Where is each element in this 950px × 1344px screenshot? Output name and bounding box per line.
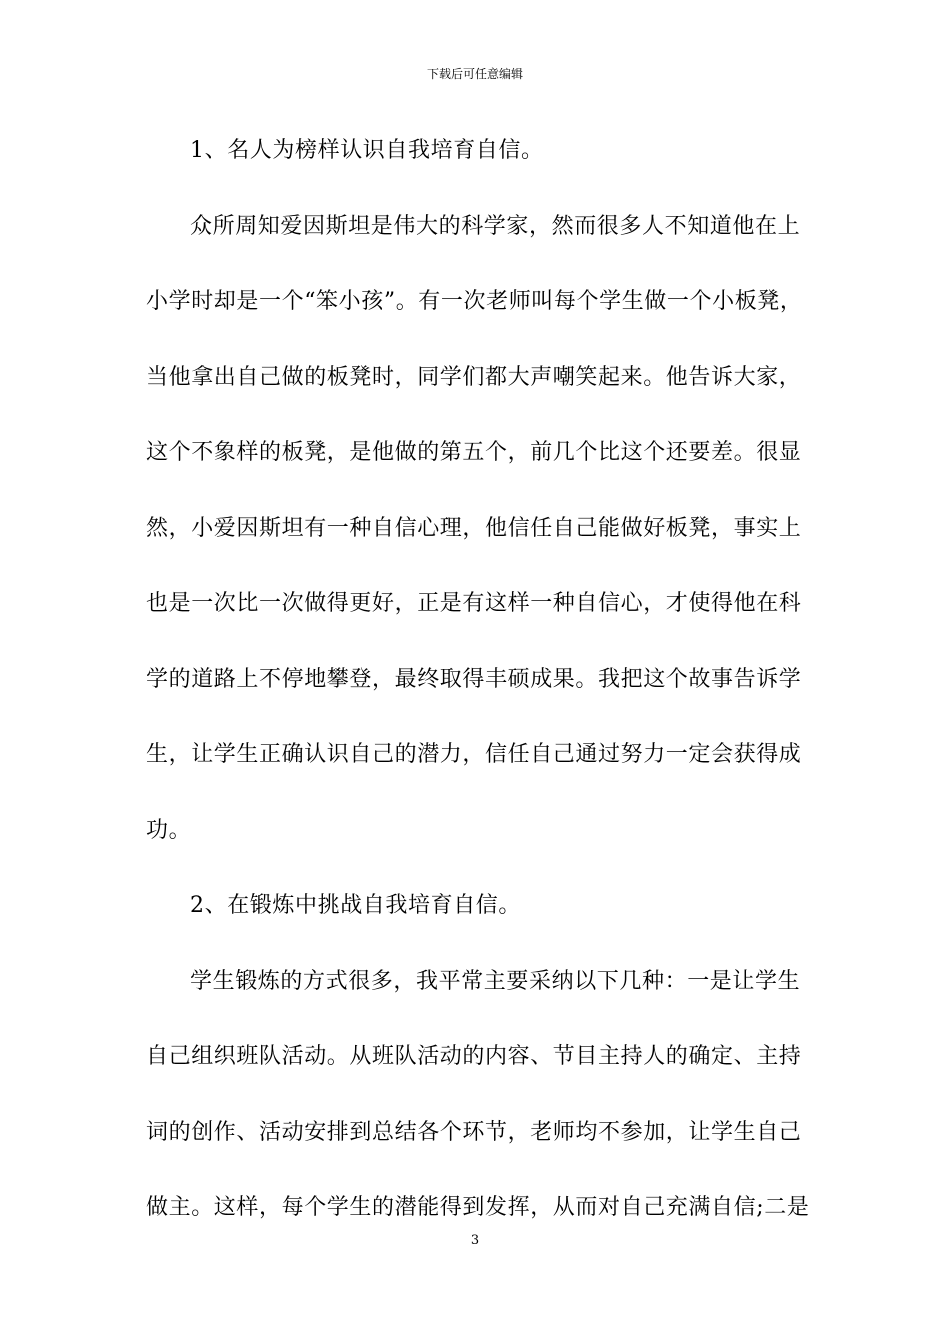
text-line: 自己组织班队活动。从班队活动的内容、节目主持人的确定、主持 [146,1044,802,1069]
text-line: 学生锻炼的方式很多，我平常主要采纳以下几种：一是让学生 [190,968,801,994]
page-number: 3 [470,1233,480,1248]
text-line: 功。 [146,817,192,843]
text-line: 小学时却是一个“笨小孩”。有一次老师叫每个学生做一个小板凳， [146,289,803,314]
text-line: 生，让学生正确认识自己的潜力，信任自己通过努力一定会获得成 [146,742,802,767]
text-line: 学的道路上不停地攀登，最终取得丰硕成果。我把这个故事告诉学 [146,666,802,692]
text-line: 词的创作、活动安排到总结各个环节，老师均不参加，让学生自己 [146,1119,802,1145]
text-line: 这个不象样的板凳，是他做的第五个，前几个比这个还要差。很显 [146,440,802,465]
text-line: 然，小爱因斯坦有一种自信心理，他信任自己能做好板凳，事实上 [146,515,802,541]
text-line: 众所周知爱因斯坦是伟大的科学家，然而很多人不知道他在上 [190,213,801,239]
page-header: 下载后可任意编辑 [426,67,523,81]
text-line: 做主。这样，每个学生的潜能得到发挥，从而对自己充满自信;二是 [146,1195,810,1220]
document-body [146,129,814,1262]
text-line: 2、在锻炼中挑战自我培育自信。 [190,893,521,918]
text-line: 1、名人为榜样认识自我培育自信。 [190,138,544,163]
text-line: 也是一次比一次做得更好，正是有这样一种自信心，才使得他在科 [146,591,802,616]
text-line: 当他拿出自己做的板凳时，同学们都大声嘲笑起来。他告诉大家， [146,364,802,390]
